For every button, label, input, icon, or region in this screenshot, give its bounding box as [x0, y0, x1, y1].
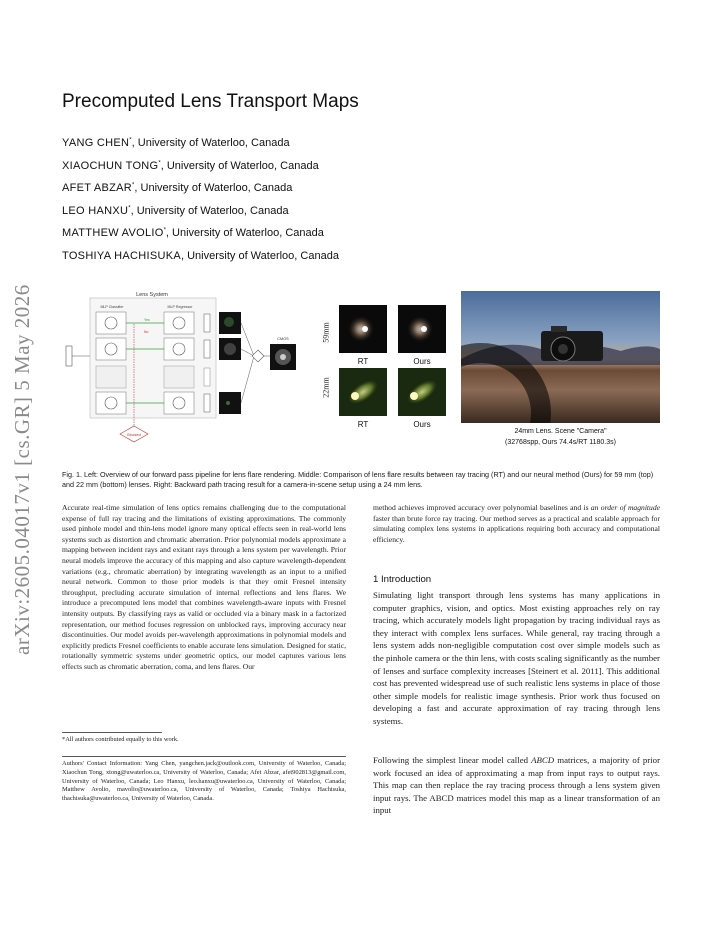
author-mark: *	[163, 227, 166, 234]
rt-label-top: RT	[357, 357, 369, 366]
abstract-right-text-a: method achieves improved accuracy over polynomial baselines and is	[373, 503, 591, 512]
author-affiliation: , University of Waterloo, Canada	[160, 159, 319, 172]
paper-title: Precomputed Lens Transport Maps	[62, 91, 359, 112]
cmos-label: CMOS	[277, 337, 289, 341]
author-mark: *	[128, 205, 131, 212]
author-affiliation: , University of Waterloo, Canada	[181, 250, 339, 262]
author-affiliation: , University of Waterloo, Canada	[134, 182, 293, 195]
author-affiliation: , University of Waterloo, Canada	[165, 227, 324, 240]
arxiv-identifier: arXiv:2605.04017v1 [cs.GR] 5 May 2026	[10, 284, 34, 655]
ours-label-top: Ours	[413, 357, 431, 366]
author-line	[62, 182, 292, 194]
focal-label-bottom: 22mm	[321, 377, 331, 398]
scene-caption-line-2: (32768spp, Ours 74.4s/RT 1180.3s)	[505, 439, 616, 446]
blocked-label: Blocked	[127, 433, 141, 437]
author-line	[62, 227, 324, 239]
abstract-right	[373, 503, 660, 545]
author-line	[62, 205, 289, 217]
author-affiliation: , University of Waterloo, Canada	[131, 137, 290, 149]
author-name: MATTHEW AVOLIO	[62, 227, 164, 240]
ours-59mm-image	[398, 305, 446, 353]
no-label: No	[144, 330, 149, 334]
intro-p2-emphasis: ABCD	[531, 755, 555, 765]
camera-scene-image	[461, 291, 660, 423]
abstract-right-emphasis: an order of magnitude	[590, 503, 660, 512]
footnote-rule	[62, 732, 162, 733]
equal-contribution-footnote: *All authors contributed equally to this work.	[62, 736, 179, 743]
author-name: XIAOCHUN TONG	[62, 159, 159, 172]
author-affiliation: , University of Waterloo, Canada	[130, 204, 289, 217]
author-name: TOSHIYA HACHISUKA	[62, 250, 181, 262]
figure-caption: Fig. 1. Left: Overview of our forward pass pipeline for lens flare rendering. Middle: Comparison of lens flare results between ray tracing (RT) and our neural method (Ours) for 59 mm (top) and 22 mm (bottom) lenses. Right: Backward path tracing result for a camera-in-scene setup using a 24 mm lens.	[62, 470, 654, 489]
author-name: LEO HANXU	[62, 204, 129, 217]
ours-22mm-image	[398, 368, 446, 416]
pipeline-diagram-svg	[62, 290, 300, 450]
mlp-classifier-label: MLP Classifier	[100, 305, 124, 309]
ours-label-bottom: Ours	[413, 420, 431, 429]
rt-label-bottom: RT	[357, 420, 369, 429]
contact-rule	[62, 756, 346, 757]
author-mark: *	[158, 159, 161, 166]
rt-22mm-image	[339, 368, 387, 416]
network-row-4	[96, 392, 241, 414]
intro-paragraph-1: Simulating light transport through lens systems has many applications in computer graphics, vision, and optics. Most existing approaches rely on ray tracing, which accurately models light propagation by tracing individual rays as they interact with complex lens surfaces. While general, ray tracing through a lens system adds non-negligible computation cost over simple models such as the pinhole camera or the thin lens, with costs scaling significantly as the number of lenses and surface complexity increases [Steinert et al. 2011]. This additional cost has prevented widespread use of such realistic lens systems in place of those other simple models for realistic image synthesis. Prior work thus focused on developing a fast and accurate approximation of ray tracing through lens systems.	[373, 590, 660, 726]
mlp-regressor-label: MLP Regressor	[167, 305, 193, 309]
abstract-right-text-b: faster than brute force ray tracing. Our method serves as a practical and scalable approach for simulating complex lens systems in applications requiring both accuracy and computational efficiency.	[373, 513, 660, 544]
author-line	[62, 160, 319, 172]
diagram-title: Lens System	[136, 292, 168, 298]
intro-p2-text-a: Following the simplest linear model called	[373, 755, 532, 765]
intro-paragraph-2	[373, 754, 660, 817]
network-row-1	[96, 312, 241, 334]
yes-label: Yes	[144, 318, 150, 322]
abstract-left: Accurate real-time simulation of lens optics remains challenging due to the computational expense of full ray tracing and the limitations of existing approximations. The commonly used pinhole model and thin-lens model ignore many optical effects seen in real-world lens systems such as distortion and chromatic aberration. Prior polynomial models approximate a mapping between incident rays and exitant rays through a lens system per wavelength. Prior neural models improve the accuracy of this mapping and also capture wavelength-dependent variations (e.g., chromatic aberration) by integrating wavelength as an input to a unified neural network. Common to those prior models is that they omit Fresnel intensity throughput, precluding accurate simulation of internal reflections and lens flares. We introduce a precomputed lens model that combines wavelength-aware inputs with Fresnel intensity outputs. By classifying rays as valid or occluded via a binary mask in a factorized representation, our method focuses regression on unblocked rays, improving accuracy near discontinuities. Our model avoids per-wavelength approximations in polynomial models and explicitly predicts Fresnel coefficients to enable accurate lens simulation. Designed for static, rotationally symmetric systems under geometric optics, our model captures various lens effects such as chromatic aberration, coma, and lens flares. Our	[62, 503, 346, 671]
intro-p2-text-b: matrices, a majority of prior work focused an idea of approximating a map from input rays to output rays. This map can then replace the ray tracing process through a lens system given input rays. The ABCD matrices model this map as a linear transformation of an input	[373, 755, 660, 816]
focal-label-top: 59mm	[321, 322, 331, 343]
author-mark: *	[129, 137, 132, 144]
pipeline-diagram	[62, 290, 300, 450]
contact-information: Authors' Contact Information: Yang Chen, yangchen.jack@outlook.com, University of Waterloo, Canada; Xiaochun Tong, xtong@uwaterloo.ca, University of Waterloo, Canada; Afet Abzar, afet902813@gmail.com, University of Waterloo, Canada; Leo Hanxu, leo.hanxu@uwaterloo.ca, University of Waterloo, Canada; Matthew Avolio, mavolio@uwaterloo.ca, University of Waterloo, Canada; Toshiya Hachisuka, thachisuka@uwaterloo.ca, University of Waterloo, Canada.	[62, 760, 346, 803]
section-heading: 1 Introduction	[373, 574, 432, 585]
author-name: AFET ABZAR	[62, 182, 133, 195]
rt-59mm-image	[339, 305, 387, 353]
author-line	[62, 250, 339, 262]
network-row-2	[96, 338, 241, 360]
author-name: YANG CHEN	[62, 137, 130, 149]
author-line	[62, 137, 290, 149]
author-mark: *	[132, 182, 135, 189]
scene-caption-line-1: 24mm Lens. Scene "Camera"	[514, 428, 607, 435]
